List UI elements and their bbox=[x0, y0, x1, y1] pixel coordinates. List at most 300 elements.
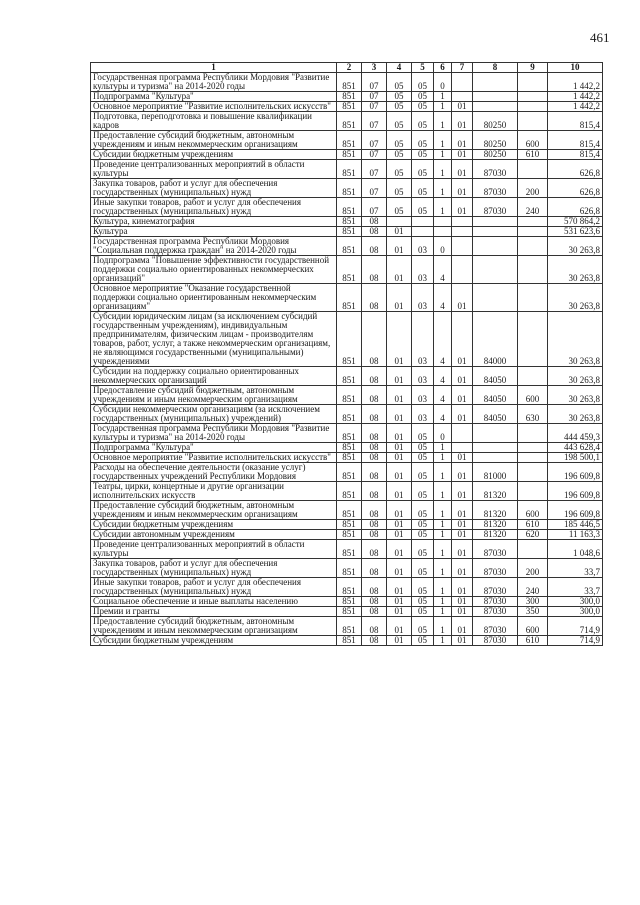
row-code-cell: 01 bbox=[452, 284, 473, 312]
row-name-cell: Иные закупки товаров, работ и услуг для обеспечения государственных (муниципальных) нужд bbox=[91, 578, 337, 597]
row-code-cell: 08 bbox=[362, 284, 387, 312]
row-code-cell: 08 bbox=[362, 405, 387, 424]
row-code-cell bbox=[518, 217, 548, 227]
row-code-cell: 1 bbox=[434, 92, 452, 102]
row-code-cell: 1 bbox=[434, 540, 452, 559]
row-name-cell: Основное мероприятие "Развитие исполнительских искусств" bbox=[91, 453, 337, 463]
row-code-cell: 01 bbox=[387, 443, 412, 453]
row-code-cell: 01 bbox=[387, 530, 412, 540]
row-code-cell: 84000 bbox=[473, 312, 518, 367]
row-code-cell: 4 bbox=[434, 405, 452, 424]
row-code-cell: 01 bbox=[452, 540, 473, 559]
row-code-cell: 08 bbox=[362, 367, 387, 386]
row-code-cell: 05 bbox=[412, 540, 434, 559]
row-code-cell: 200 bbox=[518, 559, 548, 578]
row-code-cell bbox=[518, 284, 548, 312]
row-code-cell: 05 bbox=[412, 463, 434, 482]
row-code-cell: 81000 bbox=[473, 463, 518, 482]
row-code-cell: 07 bbox=[362, 179, 387, 198]
row-name-cell: Предоставление субсидий бюджетным, автономным учреждениям и иным некоммерческим организациям bbox=[91, 131, 337, 150]
row-code-cell: 240 bbox=[518, 578, 548, 597]
row-code-cell bbox=[387, 217, 412, 227]
row-code-cell: 01 bbox=[387, 284, 412, 312]
header-cell: 1 bbox=[91, 63, 337, 73]
row-code-cell: 1 bbox=[434, 501, 452, 520]
row-code-cell: 01 bbox=[452, 179, 473, 198]
row-code-cell: 01 bbox=[452, 501, 473, 520]
row-code-cell: 05 bbox=[412, 150, 434, 160]
row-sum-cell: 1 442,2 bbox=[548, 73, 603, 92]
row-code-cell: 851 bbox=[337, 482, 362, 501]
table-row bbox=[91, 150, 603, 160]
row-code-cell: 851 bbox=[337, 540, 362, 559]
row-code-cell: 1 bbox=[434, 607, 452, 617]
row-code-cell: 200 bbox=[518, 179, 548, 198]
row-code-cell: 01 bbox=[452, 405, 473, 424]
row-code-cell: 03 bbox=[412, 256, 434, 284]
row-code-cell: 05 bbox=[387, 179, 412, 198]
row-code-cell: 08 bbox=[362, 578, 387, 597]
row-code-cell bbox=[518, 424, 548, 443]
row-code-cell: 4 bbox=[434, 312, 452, 367]
row-code-cell: 07 bbox=[362, 73, 387, 92]
table-row bbox=[91, 217, 603, 227]
row-code-cell: 05 bbox=[412, 73, 434, 92]
row-code-cell: 05 bbox=[412, 578, 434, 597]
row-code-cell: 01 bbox=[452, 520, 473, 530]
row-name-cell: Предоставление субсидий бюджетным, автономным учреждениям и иным некоммерческим организациям bbox=[91, 617, 337, 636]
row-code-cell bbox=[518, 73, 548, 92]
row-code-cell: 851 bbox=[337, 256, 362, 284]
row-code-cell: 851 bbox=[337, 501, 362, 520]
row-code-cell: 84050 bbox=[473, 367, 518, 386]
row-code-cell: 1 bbox=[434, 578, 452, 597]
row-sum-cell: 33,7 bbox=[548, 559, 603, 578]
row-code-cell: 07 bbox=[362, 160, 387, 179]
row-sum-cell: 30 263,8 bbox=[548, 284, 603, 312]
row-code-cell: 851 bbox=[337, 73, 362, 92]
row-code-cell: 87030 bbox=[473, 160, 518, 179]
row-code-cell: 01 bbox=[387, 256, 412, 284]
row-code-cell bbox=[452, 217, 473, 227]
row-sum-cell: 714,9 bbox=[548, 636, 603, 646]
row-name-cell: Субсидии бюджетным учреждениям bbox=[91, 520, 337, 530]
row-code-cell: 01 bbox=[387, 405, 412, 424]
row-code-cell bbox=[434, 217, 452, 227]
row-code-cell bbox=[473, 453, 518, 463]
row-code-cell: 01 bbox=[387, 463, 412, 482]
row-code-cell: 05 bbox=[412, 453, 434, 463]
row-sum-cell: 30 263,8 bbox=[548, 237, 603, 256]
row-code-cell bbox=[452, 424, 473, 443]
row-sum-cell: 1 048,6 bbox=[548, 540, 603, 559]
table-row bbox=[91, 443, 603, 453]
row-code-cell: 05 bbox=[387, 73, 412, 92]
row-code-cell: 87030 bbox=[473, 578, 518, 597]
table-row bbox=[91, 256, 603, 284]
row-code-cell: 01 bbox=[452, 150, 473, 160]
row-code-cell: 1 bbox=[434, 131, 452, 150]
row-code-cell: 08 bbox=[362, 217, 387, 227]
row-name-cell: Субсидии бюджетным учреждениям bbox=[91, 150, 337, 160]
budget-table bbox=[90, 62, 603, 646]
row-code-cell: 1 bbox=[434, 482, 452, 501]
row-sum-cell: 815,4 bbox=[548, 131, 603, 150]
row-code-cell: 05 bbox=[387, 160, 412, 179]
row-code-cell: 851 bbox=[337, 617, 362, 636]
row-code-cell: 1 bbox=[434, 102, 452, 112]
row-code-cell: 01 bbox=[387, 386, 412, 405]
row-code-cell: 851 bbox=[337, 227, 362, 237]
row-code-cell: 05 bbox=[412, 530, 434, 540]
row-code-cell: 851 bbox=[337, 559, 362, 578]
row-sum-cell: 443 628,4 bbox=[548, 443, 603, 453]
row-code-cell: 01 bbox=[452, 636, 473, 646]
row-code-cell: 620 bbox=[518, 530, 548, 540]
row-code-cell: 01 bbox=[387, 501, 412, 520]
row-code-cell: 01 bbox=[387, 636, 412, 646]
row-code-cell bbox=[452, 237, 473, 256]
row-code-cell: 87030 bbox=[473, 597, 518, 607]
row-code-cell: 05 bbox=[387, 112, 412, 131]
row-code-cell bbox=[518, 453, 548, 463]
row-code-cell bbox=[473, 237, 518, 256]
row-name-cell: Субсидии некоммерческим организациям (за исключением государственных (муниципальных) учреждений) bbox=[91, 405, 337, 424]
row-code-cell: 01 bbox=[452, 607, 473, 617]
table-row bbox=[91, 540, 603, 559]
table-row bbox=[91, 284, 603, 312]
row-code-cell: 08 bbox=[362, 386, 387, 405]
row-name-cell: Подпрограмма "Повышение эффективности государственной поддержки социально ориентированных некоммерческих организаций" bbox=[91, 256, 337, 284]
row-code-cell: 03 bbox=[412, 386, 434, 405]
row-code-cell: 01 bbox=[452, 559, 473, 578]
row-code-cell: 80250 bbox=[473, 150, 518, 160]
row-code-cell: 80250 bbox=[473, 131, 518, 150]
row-code-cell: 1 bbox=[434, 160, 452, 179]
row-code-cell bbox=[473, 256, 518, 284]
row-code-cell: 01 bbox=[387, 578, 412, 597]
row-code-cell: 87030 bbox=[473, 198, 518, 217]
row-code-cell: 610 bbox=[518, 150, 548, 160]
row-code-cell: 01 bbox=[452, 112, 473, 131]
row-code-cell: 08 bbox=[362, 256, 387, 284]
row-code-cell: 05 bbox=[387, 131, 412, 150]
row-sum-cell: 714,9 bbox=[548, 617, 603, 636]
row-code-cell: 600 bbox=[518, 386, 548, 405]
header-cell: 4 bbox=[387, 63, 412, 73]
row-sum-cell: 33,7 bbox=[548, 578, 603, 597]
row-code-cell: 4 bbox=[434, 256, 452, 284]
row-code-cell: 05 bbox=[412, 501, 434, 520]
row-code-cell: 05 bbox=[412, 160, 434, 179]
row-code-cell bbox=[518, 540, 548, 559]
row-code-cell bbox=[473, 284, 518, 312]
row-code-cell: 01 bbox=[387, 482, 412, 501]
row-code-cell bbox=[452, 227, 473, 237]
row-sum-cell: 11 163,3 bbox=[548, 530, 603, 540]
table-row bbox=[91, 636, 603, 646]
table-row bbox=[91, 198, 603, 217]
row-name-cell: Проведение централизованных мероприятий в области культуры bbox=[91, 540, 337, 559]
row-name-cell: Субсидии автономным учреждениям bbox=[91, 530, 337, 540]
row-code-cell: 01 bbox=[452, 597, 473, 607]
table-row bbox=[91, 312, 603, 367]
row-code-cell: 87030 bbox=[473, 559, 518, 578]
row-code-cell: 08 bbox=[362, 424, 387, 443]
row-code-cell bbox=[452, 73, 473, 92]
row-code-cell: 600 bbox=[518, 617, 548, 636]
row-name-cell: Театры, цирки, концертные и другие организации исполнительских искусств bbox=[91, 482, 337, 501]
row-name-cell: Государственная программа Республики Мордовия "Развитие культуры и туризма" на 2014-2020 годы bbox=[91, 73, 337, 92]
row-code-cell: 05 bbox=[387, 92, 412, 102]
table-row bbox=[91, 520, 603, 530]
table-row bbox=[91, 131, 603, 150]
row-sum-cell: 196 609,8 bbox=[548, 463, 603, 482]
row-code-cell: 81320 bbox=[473, 501, 518, 520]
row-code-cell: 08 bbox=[362, 520, 387, 530]
row-code-cell: 08 bbox=[362, 530, 387, 540]
row-code-cell: 01 bbox=[452, 367, 473, 386]
row-code-cell: 851 bbox=[337, 597, 362, 607]
table-row bbox=[91, 112, 603, 131]
row-code-cell: 01 bbox=[387, 607, 412, 617]
table-row bbox=[91, 607, 603, 617]
row-sum-cell: 444 459,3 bbox=[548, 424, 603, 443]
row-code-cell: 05 bbox=[412, 597, 434, 607]
row-code-cell: 08 bbox=[362, 597, 387, 607]
row-code-cell bbox=[518, 112, 548, 131]
row-code-cell bbox=[473, 424, 518, 443]
row-code-cell bbox=[473, 443, 518, 453]
table-row bbox=[91, 92, 603, 102]
row-code-cell: 851 bbox=[337, 530, 362, 540]
row-name-cell: Социальное обеспечение и иные выплаты населению bbox=[91, 597, 337, 607]
row-code-cell: 05 bbox=[412, 92, 434, 102]
row-code-cell: 851 bbox=[337, 636, 362, 646]
row-code-cell: 03 bbox=[412, 367, 434, 386]
row-code-cell: 08 bbox=[362, 636, 387, 646]
row-code-cell bbox=[473, 227, 518, 237]
row-code-cell bbox=[412, 227, 434, 237]
row-code-cell: 05 bbox=[387, 198, 412, 217]
row-sum-cell: 196 609,8 bbox=[548, 482, 603, 501]
row-code-cell: 87030 bbox=[473, 607, 518, 617]
row-code-cell: 01 bbox=[452, 578, 473, 597]
row-code-cell: 07 bbox=[362, 102, 387, 112]
row-code-cell: 81320 bbox=[473, 482, 518, 501]
row-code-cell: 08 bbox=[362, 607, 387, 617]
row-code-cell: 851 bbox=[337, 150, 362, 160]
row-code-cell bbox=[452, 443, 473, 453]
table-row bbox=[91, 102, 603, 112]
row-code-cell: 1 bbox=[434, 150, 452, 160]
header-cell: 8 bbox=[473, 63, 518, 73]
row-sum-cell: 300,0 bbox=[548, 597, 603, 607]
table-row bbox=[91, 578, 603, 597]
row-name-cell: Культура, кинематография bbox=[91, 217, 337, 227]
row-code-cell: 1 bbox=[434, 112, 452, 131]
row-code-cell: 08 bbox=[362, 463, 387, 482]
row-sum-cell: 300,0 bbox=[548, 607, 603, 617]
row-code-cell: 01 bbox=[387, 617, 412, 636]
row-code-cell: 851 bbox=[337, 160, 362, 179]
row-code-cell bbox=[518, 482, 548, 501]
table-row bbox=[91, 482, 603, 501]
row-code-cell bbox=[434, 227, 452, 237]
row-code-cell: 08 bbox=[362, 617, 387, 636]
row-code-cell: 05 bbox=[412, 443, 434, 453]
row-code-cell: 87030 bbox=[473, 617, 518, 636]
row-code-cell: 01 bbox=[387, 227, 412, 237]
row-name-cell: Основное мероприятие "Оказание государственной поддержки социально ориентированным некоммерческим организациям" bbox=[91, 284, 337, 312]
row-code-cell: 851 bbox=[337, 424, 362, 443]
row-name-cell: Закупка товаров, работ и услуг для обеспечения государственных (муниципальных) нужд bbox=[91, 559, 337, 578]
row-code-cell: 05 bbox=[412, 179, 434, 198]
row-code-cell: 07 bbox=[362, 92, 387, 102]
row-code-cell: 03 bbox=[412, 405, 434, 424]
row-code-cell: 03 bbox=[412, 284, 434, 312]
row-code-cell: 05 bbox=[412, 482, 434, 501]
row-code-cell: 05 bbox=[412, 617, 434, 636]
header-cell: 7 bbox=[452, 63, 473, 73]
row-code-cell: 610 bbox=[518, 636, 548, 646]
row-code-cell bbox=[518, 92, 548, 102]
table-row bbox=[91, 559, 603, 578]
row-sum-cell: 626,8 bbox=[548, 179, 603, 198]
row-name-cell: Подпрограмма "Культура" bbox=[91, 443, 337, 453]
row-code-cell: 01 bbox=[387, 237, 412, 256]
table-row bbox=[91, 237, 603, 256]
table-row bbox=[91, 530, 603, 540]
row-code-cell: 350 bbox=[518, 607, 548, 617]
row-code-cell: 851 bbox=[337, 92, 362, 102]
row-code-cell: 08 bbox=[362, 443, 387, 453]
row-code-cell: 1 bbox=[434, 636, 452, 646]
table-row bbox=[91, 179, 603, 198]
row-sum-cell: 570 864,2 bbox=[548, 217, 603, 227]
row-code-cell: 1 bbox=[434, 453, 452, 463]
table-row bbox=[91, 463, 603, 482]
row-code-cell: 01 bbox=[452, 386, 473, 405]
row-code-cell bbox=[518, 227, 548, 237]
table-row bbox=[91, 453, 603, 463]
row-code-cell: 4 bbox=[434, 284, 452, 312]
header-cell: 2 bbox=[337, 63, 362, 73]
row-code-cell: 1 bbox=[434, 559, 452, 578]
row-code-cell: 05 bbox=[412, 112, 434, 131]
row-code-cell: 851 bbox=[337, 386, 362, 405]
row-sum-cell: 815,4 bbox=[548, 150, 603, 160]
row-code-cell bbox=[518, 237, 548, 256]
row-code-cell: 87030 bbox=[473, 540, 518, 559]
row-code-cell: 01 bbox=[452, 102, 473, 112]
row-name-cell: Субсидии бюджетным учреждениям bbox=[91, 636, 337, 646]
row-code-cell: 851 bbox=[337, 463, 362, 482]
row-code-cell: 1 bbox=[434, 463, 452, 482]
row-code-cell: 08 bbox=[362, 482, 387, 501]
row-code-cell: 851 bbox=[337, 102, 362, 112]
header-cell: 6 bbox=[434, 63, 452, 73]
row-code-cell: 03 bbox=[412, 312, 434, 367]
row-sum-cell: 30 263,8 bbox=[548, 367, 603, 386]
row-code-cell bbox=[518, 160, 548, 179]
row-code-cell: 0 bbox=[434, 73, 452, 92]
row-code-cell: 4 bbox=[434, 386, 452, 405]
row-name-cell: Государственная программа Республики Мордовия "Социальная поддержка граждан" на 2014-2020 годы bbox=[91, 237, 337, 256]
table-row bbox=[91, 160, 603, 179]
row-code-cell: 851 bbox=[337, 217, 362, 227]
table-row bbox=[91, 597, 603, 607]
row-code-cell: 851 bbox=[337, 405, 362, 424]
row-code-cell: 851 bbox=[337, 112, 362, 131]
row-code-cell: 05 bbox=[412, 636, 434, 646]
row-code-cell: 851 bbox=[337, 284, 362, 312]
row-name-cell: Закупка товаров, работ и услуг для обеспечения государственных (муниципальных) нужд bbox=[91, 179, 337, 198]
row-code-cell: 01 bbox=[452, 482, 473, 501]
row-code-cell: 01 bbox=[452, 198, 473, 217]
row-code-cell: 87030 bbox=[473, 179, 518, 198]
row-code-cell: 240 bbox=[518, 198, 548, 217]
row-code-cell bbox=[518, 312, 548, 367]
row-code-cell: 851 bbox=[337, 179, 362, 198]
row-code-cell bbox=[518, 443, 548, 453]
row-code-cell: 1 bbox=[434, 198, 452, 217]
row-code-cell bbox=[452, 256, 473, 284]
row-code-cell: 80250 bbox=[473, 112, 518, 131]
row-code-cell: 07 bbox=[362, 131, 387, 150]
row-code-cell: 1 bbox=[434, 179, 452, 198]
row-code-cell: 01 bbox=[387, 367, 412, 386]
table-row bbox=[91, 73, 603, 92]
row-code-cell bbox=[452, 92, 473, 102]
row-sum-cell: 196 609,8 bbox=[548, 501, 603, 520]
row-code-cell: 01 bbox=[387, 520, 412, 530]
row-code-cell: 08 bbox=[362, 312, 387, 367]
row-name-cell: Предоставление субсидий бюджетным, автономным учреждениям и иным некоммерческим организациям bbox=[91, 386, 337, 405]
row-name-cell: Культура bbox=[91, 227, 337, 237]
row-sum-cell: 1 442,2 bbox=[548, 92, 603, 102]
table-row bbox=[91, 227, 603, 237]
row-code-cell: 01 bbox=[387, 453, 412, 463]
row-code-cell: 08 bbox=[362, 227, 387, 237]
header-cell: 10 bbox=[548, 63, 603, 73]
row-code-cell: 05 bbox=[412, 559, 434, 578]
row-code-cell: 01 bbox=[452, 463, 473, 482]
row-code-cell bbox=[473, 217, 518, 227]
row-name-cell: Иные закупки товаров, работ и услуг для обеспечения государственных (муниципальных) нужд bbox=[91, 198, 337, 217]
table-row bbox=[91, 501, 603, 520]
row-code-cell bbox=[412, 217, 434, 227]
row-code-cell: 05 bbox=[387, 150, 412, 160]
row-sum-cell: 30 263,8 bbox=[548, 312, 603, 367]
row-code-cell bbox=[473, 73, 518, 92]
row-code-cell: 1 bbox=[434, 530, 452, 540]
row-code-cell: 610 bbox=[518, 520, 548, 530]
row-code-cell bbox=[473, 102, 518, 112]
row-code-cell: 851 bbox=[337, 607, 362, 617]
row-code-cell bbox=[518, 463, 548, 482]
row-code-cell: 1 bbox=[434, 597, 452, 607]
row-code-cell: 01 bbox=[387, 540, 412, 559]
row-code-cell: 300 bbox=[518, 597, 548, 607]
row-code-cell: 01 bbox=[452, 131, 473, 150]
row-code-cell: 84050 bbox=[473, 405, 518, 424]
table-row bbox=[91, 617, 603, 636]
row-name-cell: Субсидии юридическим лицам (за исключением субсидий государственным учреждениям), индивидуальным предпринимателям, физическим лицам - производителям товаров, работ, услуг, а также некоммерческим организациям, не являющимся государственными (муниципальными) учреждениями bbox=[91, 312, 337, 367]
row-name-cell: Субсидии на поддержку социально ориентированных некоммерческих организаций bbox=[91, 367, 337, 386]
row-code-cell: 05 bbox=[412, 607, 434, 617]
table-header-row bbox=[91, 63, 603, 73]
